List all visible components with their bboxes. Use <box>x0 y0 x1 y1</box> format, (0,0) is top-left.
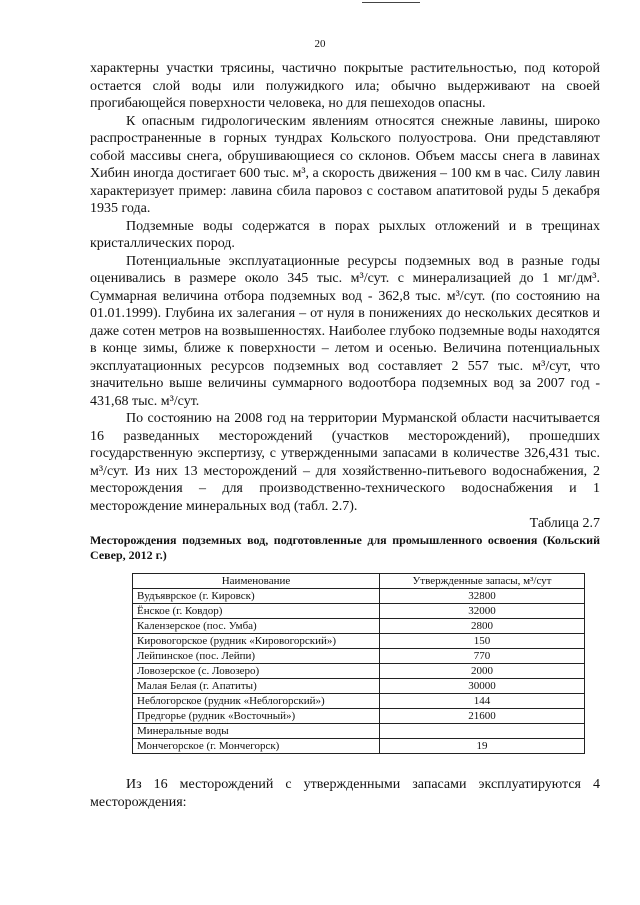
table-row <box>133 603 585 618</box>
deposit-name-cell: Лейпинское (пос. Лейпи) <box>133 648 380 663</box>
document-body <box>90 60 600 754</box>
table-header-row <box>133 573 585 588</box>
reserves-value-cell: 150 <box>380 633 585 648</box>
table-row <box>133 738 585 753</box>
table-row <box>133 663 585 678</box>
table-row <box>133 693 585 708</box>
deposit-name-cell: Предгорье (рудник «Восточный») <box>133 708 380 723</box>
table-row <box>133 723 585 738</box>
table-row <box>133 708 585 723</box>
closing-text <box>90 776 600 811</box>
paragraph: Потенциальные эксплуатационные ресурсы подземных вод в разные годы оценивались в размере около 345 тыс. м³/сут. с минерализацией до 1 мг/дм³. Суммарная величина отбора подземных вод - 362,8 тыс. м³/сут. (по состоянию на 01.01.1999). Глубина их залегания – от нуля в понижениях до нескольких десятков и даже сотен метров на возвышенностях. Наиболее глубоко подземные воды находятся в конце зимы, ближе к поверхности – летом и осенью. Величина потенциальных эксплуатационных ресурсов подземных вод составляет 2 557 тыс. м³/сут, что значительно выше величины суммарного водоотбора подземных вод за 2007 год - 431,68 тыс. м³/сут. <box>90 253 600 409</box>
deposits-table <box>132 573 585 754</box>
paragraph: По состоянию на 2008 год на территории Мурманской области насчитывается 16 разведанных месторождений (участков месторождений), прошедших государственную экспертизу, с утвержденными запасами в количестве 326,431 тыс. м³/сут. Из них 13 месторождений – для хозяйственно-питьевого водоснабжения, 2 месторождения – для производственно-технического водоснабжения и 1 месторождение минеральных вод (табл. 2.7). <box>90 411 600 514</box>
page-number: 20 <box>314 38 326 50</box>
column-header-reserves: Утвержденные запасы, м³/сут <box>380 573 585 588</box>
reserves-value-cell: 2000 <box>380 663 585 678</box>
reserves-value-cell: 144 <box>380 693 585 708</box>
table-label: Таблица 2.7 <box>529 516 600 531</box>
reserves-value-cell: 770 <box>380 648 585 663</box>
deposit-name-cell: Малая Белая (г. Апатиты) <box>133 678 380 693</box>
table-row <box>133 588 585 603</box>
deposit-name-cell: Ёнское (г. Ковдор) <box>133 603 380 618</box>
reserves-value-cell: 21600 <box>380 708 585 723</box>
table-row <box>133 678 585 693</box>
reserves-value-cell: 32000 <box>380 603 585 618</box>
paragraph: характерны участки трясины, частично покрытые растительностью, под которой остается слой воды или полужидкого ила; обычно выдерживают на своей прогибающейся поверхности человека, но для пешеходов опасны. <box>90 61 600 111</box>
deposit-name-cell: Ловозерское (с. Ловозеро) <box>133 663 380 678</box>
deposit-name-cell: Неблогорское (рудник «Неблогорский») <box>133 693 380 708</box>
deposit-name-cell: Калензерское (пос. Умба) <box>133 618 380 633</box>
deposit-name-cell: Вудъяврское (г. Кировск) <box>133 588 380 603</box>
paragraph: Подземные воды содержатся в порах рыхлых отложений и в трещинах кристаллических пород. <box>90 218 600 251</box>
table-row <box>133 618 585 633</box>
table-title: Месторождения подземных вод, подготовленные для промышленного освоения (Кольский Север, 2012 г.) <box>90 532 600 562</box>
header-rule <box>362 2 420 3</box>
table-row <box>133 633 585 648</box>
deposit-name-cell: Минеральные воды <box>133 723 380 738</box>
deposit-name-cell: Кировогорское (рудник «Кировогорский») <box>133 633 380 648</box>
paragraph: К опасным гидрологическим явлениям относятся снежные лавины, широко распространенные в горных тундрах Кольского полуострова. Они представляют собой массивы снега, обрушивающиеся со склонов. Объем массы снега в лавинах Хибин иногда достигает 600 тыс. м³, а скорость движения – 100 км в час. Силу лавин характеризует пример: лавина сбила паровоз с составом апатитовой руды 5 декабря 1935 года. <box>90 113 600 216</box>
reserves-value-cell: 32800 <box>380 588 585 603</box>
deposit-name-cell: Мончегорское (г. Мончегорск) <box>133 738 380 753</box>
column-header-name: Наименование <box>133 573 380 588</box>
closing-paragraph: Из 16 месторождений с утвержденными запасами эксплуатируются 4 месторождения: <box>90 777 600 810</box>
reserves-value-cell: 30000 <box>380 678 585 693</box>
reserves-value-cell: 2800 <box>380 618 585 633</box>
reserves-value-cell <box>380 723 585 738</box>
table-row <box>133 648 585 663</box>
reserves-value-cell: 19 <box>380 738 585 753</box>
